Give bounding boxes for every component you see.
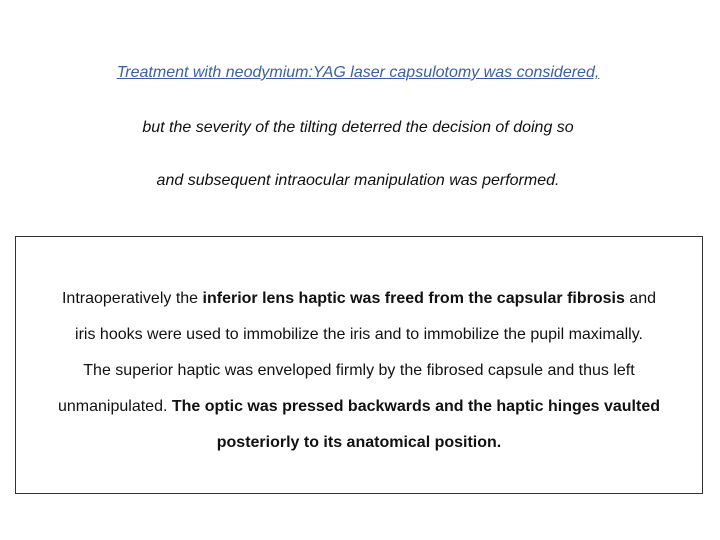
paragraph-row-4: [16, 389, 702, 425]
intro-line-1: Treatment with neodymium:YAG laser capsulotomy was considered,: [116, 64, 600, 81]
row1-bold: inferior lens haptic was freed from the capsular fibrosis: [202, 290, 625, 307]
procedure-paragraph: [16, 281, 702, 461]
intro-line-2: but the severity of the tilting deterred the decision of doing so: [142, 119, 574, 136]
row5-bold: posteriorly to its anatomical position.: [216, 434, 502, 451]
paragraph-row-3: The superior haptic was enveloped firmly by the fibrosed capsule and thus left: [83, 362, 635, 379]
row1-plain: Intraoperatively the: [61, 290, 203, 307]
intro-line-3: and subsequent intraocular manipulation was performed.: [156, 172, 560, 189]
procedure-text-box: [15, 236, 703, 494]
row1-end: and: [624, 290, 656, 307]
row4-plain: unmanipulated.: [58, 398, 172, 415]
row4-bold: The optic was pressed backwards and the haptic hinges vaulted: [171, 398, 660, 415]
paragraph-row-5: [16, 425, 702, 461]
paragraph-row-2: iris hooks were used to immobilize the iris and to immobilize the pupil maximally.: [75, 326, 643, 343]
paragraph-row-1: [16, 281, 702, 317]
